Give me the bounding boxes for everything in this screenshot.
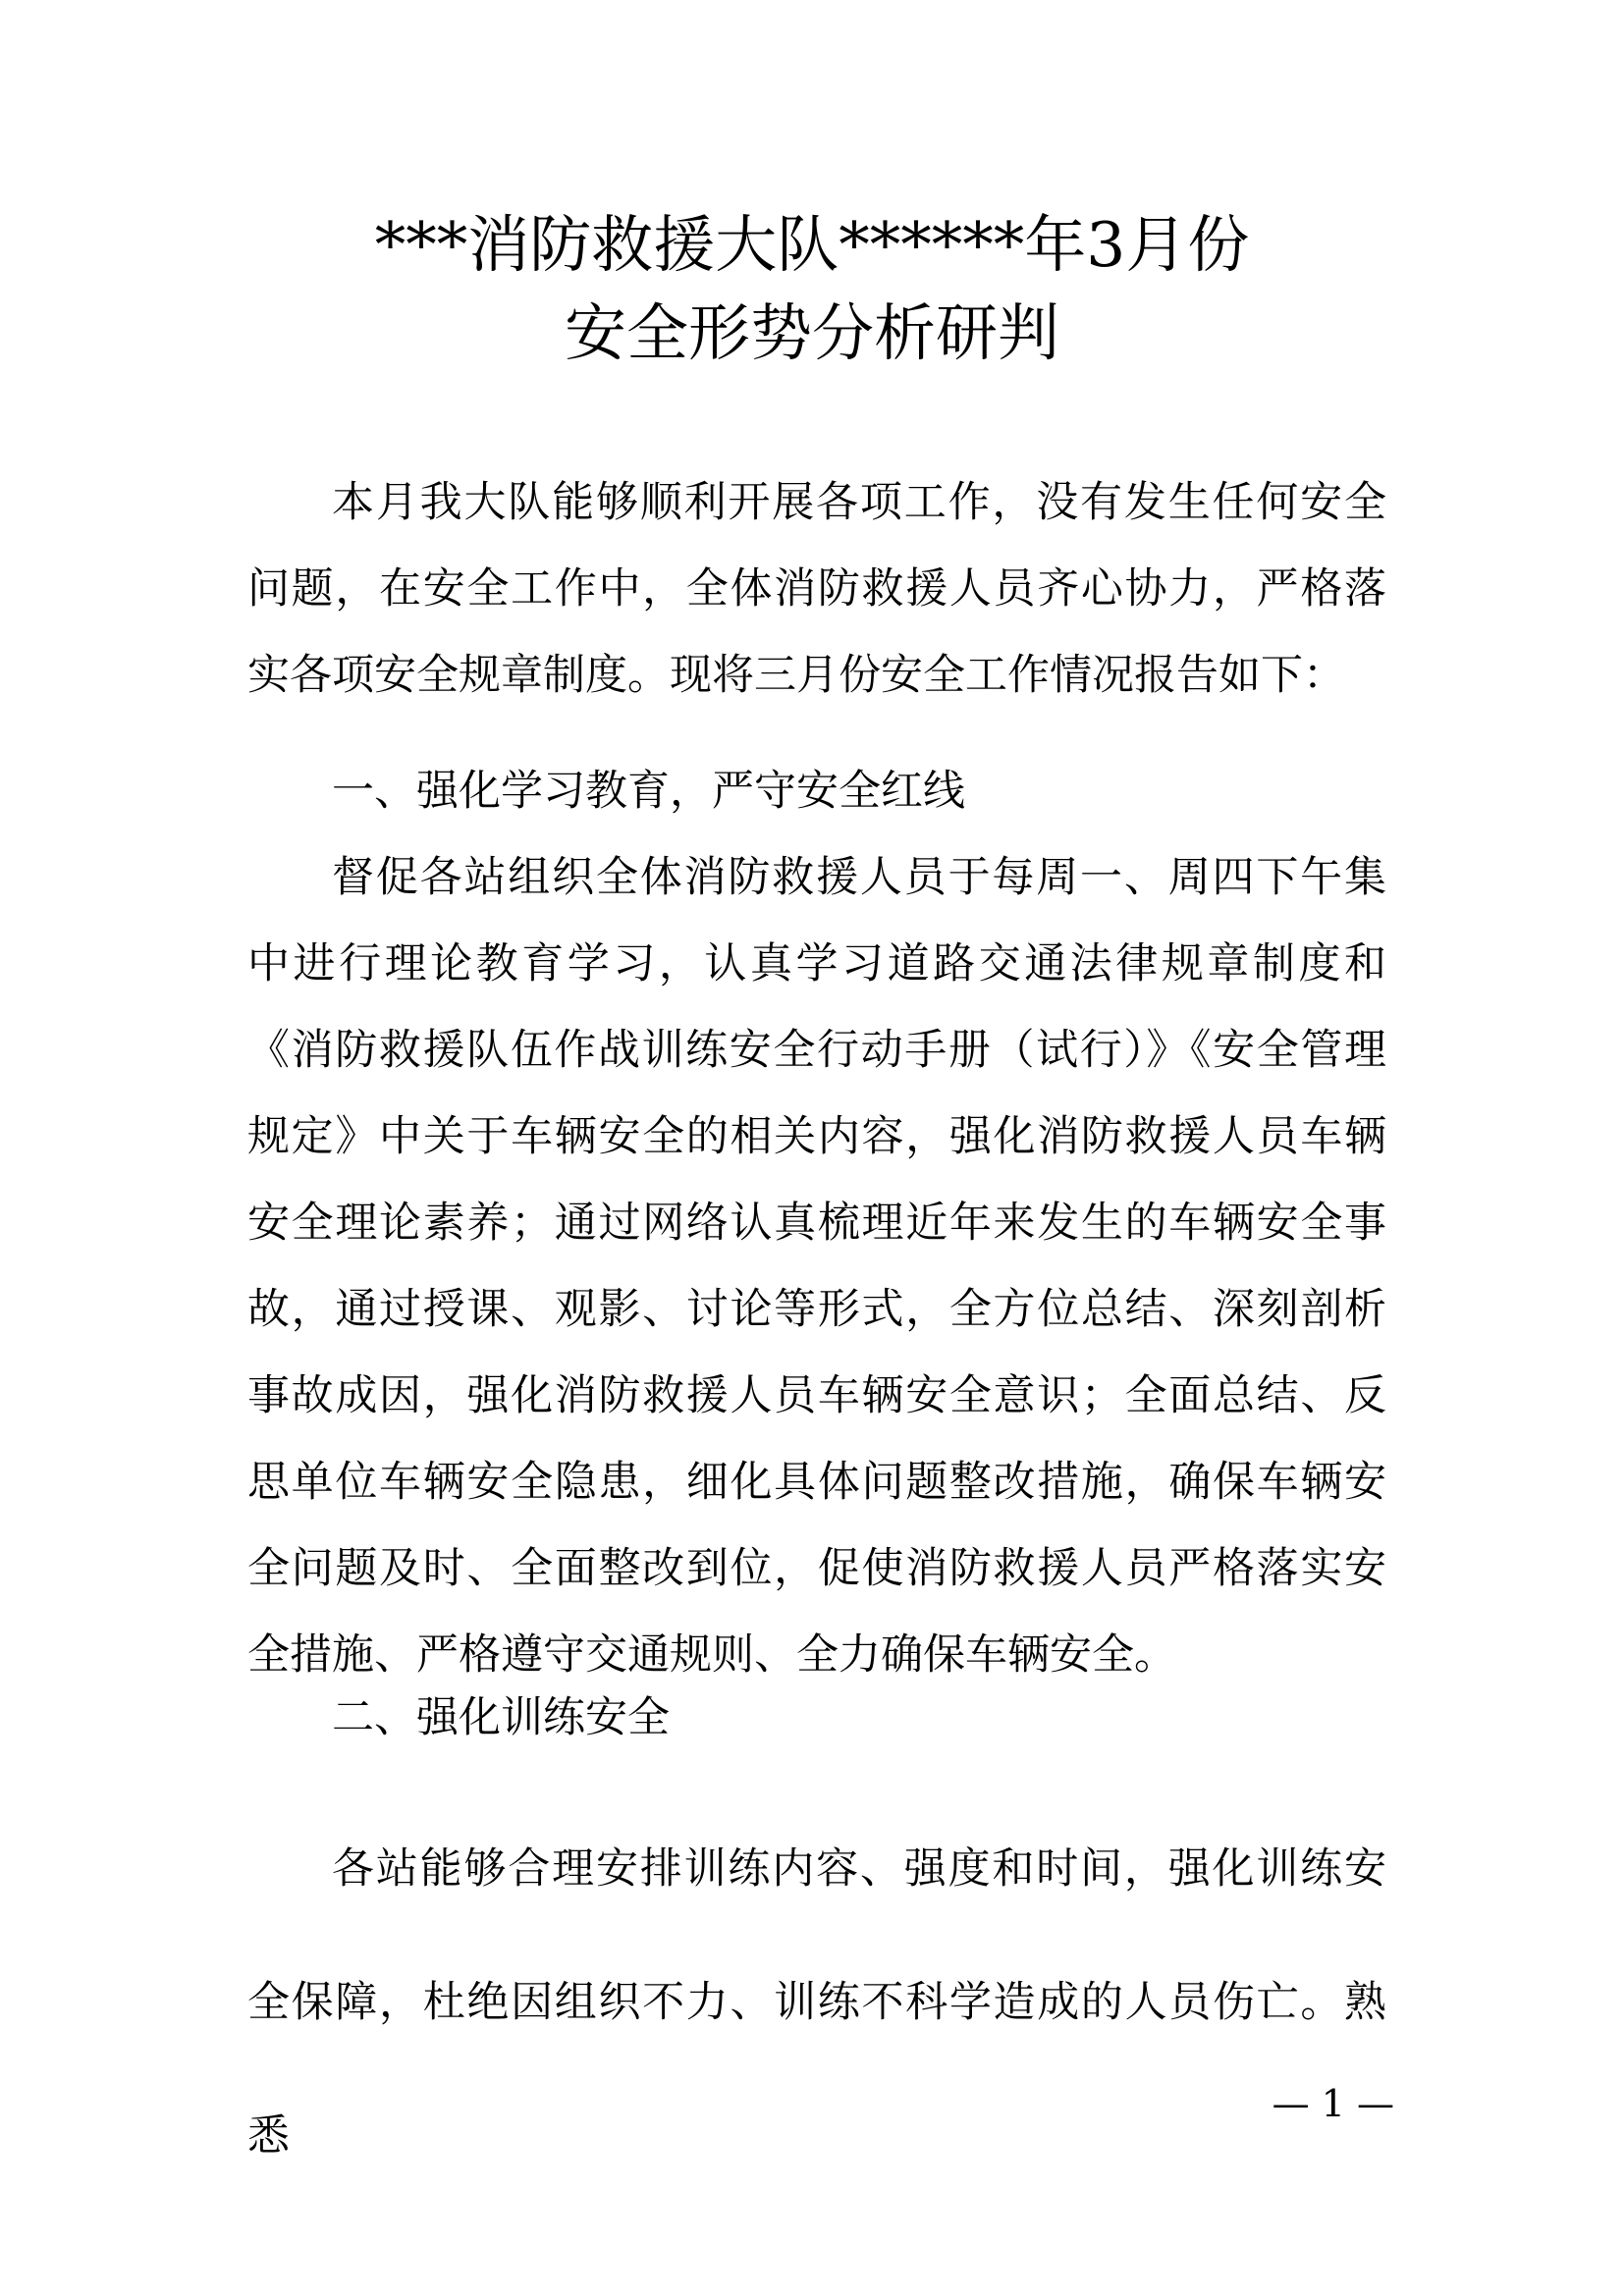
document-title-line-2: 安全形势分析研判 (565, 297, 1059, 369)
section-2-paragraph: 各站能够合理安排训练内容、强度和时间，强化训练安全保障，杜绝因组织不力、训练不科学造成的人员伤亡。熟悉 (247, 1844, 1386, 2161)
document-title-line-1: ***消防救援大队******年3月份 (374, 209, 1250, 281)
section-1-heading: 一、强化学习教育，严守安全红线 (332, 767, 965, 816)
section-2-heading: 二、强化训练安全 (332, 1693, 670, 1742)
page-number: — 1 — (1272, 2082, 1394, 2125)
section-1-paragraph: 督促各站组织全体消防救援人员于每周一、周四下午集中进行理论教育学习，认真学习道路交通法律规章制度和《消防救援队伍作战训练安全行动手册（试行）》《安全管理规定》中关于车辆安全的相关内容，强化消防救援人员车辆安全理论素养；通过网络认真梳理近年来发生的车辆安全事故，通过授课、观影、讨论等形式，全方位总结、深刻剖析事故成因，强化消防救援人员车辆安全意识；全面总结、反思单位车辆安全隐患，细化具体问题整改措施，确保车辆安全问题及时、全面整改到位，促使消防救援人员严格落实安全措施、严格遵守交通规则、全力确保车辆安全。 (247, 853, 1386, 1680)
intro-paragraph: 本月我大队能够顺利开展各项工作，没有发生任何安全问题，在安全工作中，全体消防救援人员齐心协力，严格落实各项安全规章制度。现将三月份安全工作情况报告如下： (247, 478, 1386, 700)
